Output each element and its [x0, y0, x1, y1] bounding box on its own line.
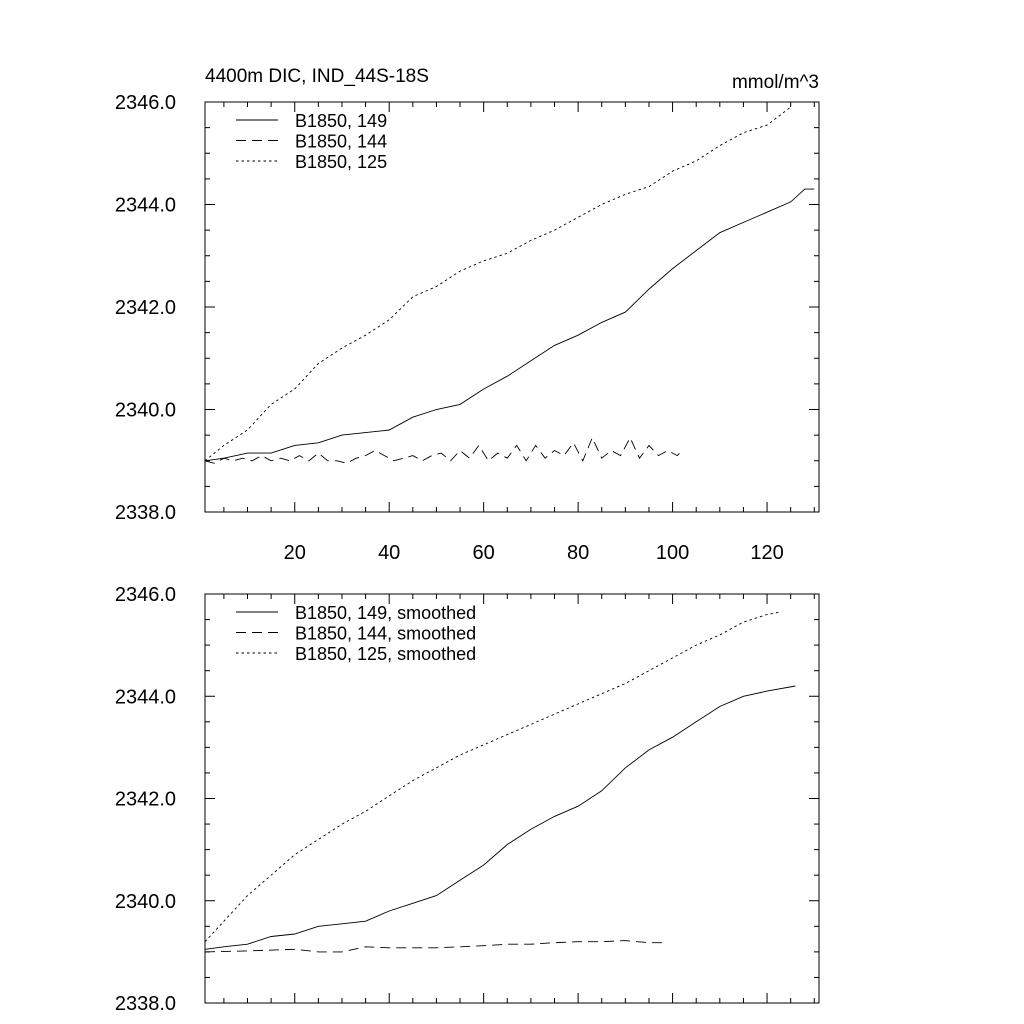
y-tick-label: 2346.0	[114, 584, 176, 606]
y-tick-label: 2340.0	[114, 890, 176, 913]
y-tick-label: 2346.0	[114, 92, 176, 114]
y-tick-label: 2338.0	[114, 502, 176, 524]
x-tick-label: 20	[283, 542, 306, 564]
y-tick-label: 2338.0	[114, 993, 176, 1015]
y-tick-label: 2340.0	[114, 399, 176, 422]
series-line-2	[205, 941, 663, 952]
legend-label: B1850, 144, smoothed	[295, 623, 477, 644]
x-tick-label: 120	[750, 542, 784, 564]
y-tick-label: 2342.0	[114, 788, 176, 811]
legend-label: B1850, 144	[295, 131, 388, 152]
series-line-3	[205, 107, 791, 461]
x-tick-label: 40	[378, 542, 401, 564]
series-line-1	[205, 189, 814, 461]
top-panel	[115, 66, 819, 564]
series-line-1	[205, 686, 795, 949]
series-line-3	[205, 612, 781, 942]
chart-title: 4400m DIC, IND_44S-18S	[205, 66, 429, 87]
y-tick-label: 2344.0	[114, 194, 176, 217]
y-tick-label: 2344.0	[114, 686, 176, 709]
x-tick-label: 80	[566, 542, 590, 564]
legend-label: B1850, 149, smoothed	[295, 603, 477, 623]
legend-label: B1850, 125, smoothed	[295, 644, 477, 664]
bottom-panel	[115, 584, 819, 1015]
x-tick-label: 60	[472, 542, 495, 564]
y-tick-label: 2342.0	[114, 297, 176, 319]
legend-label: B1850, 125	[295, 152, 388, 172]
units-label: mmol/m^3	[731, 72, 819, 93]
series-line-2	[205, 438, 682, 464]
x-tick-label: 100	[655, 542, 690, 564]
legend-label: B1850, 149	[295, 111, 388, 131]
